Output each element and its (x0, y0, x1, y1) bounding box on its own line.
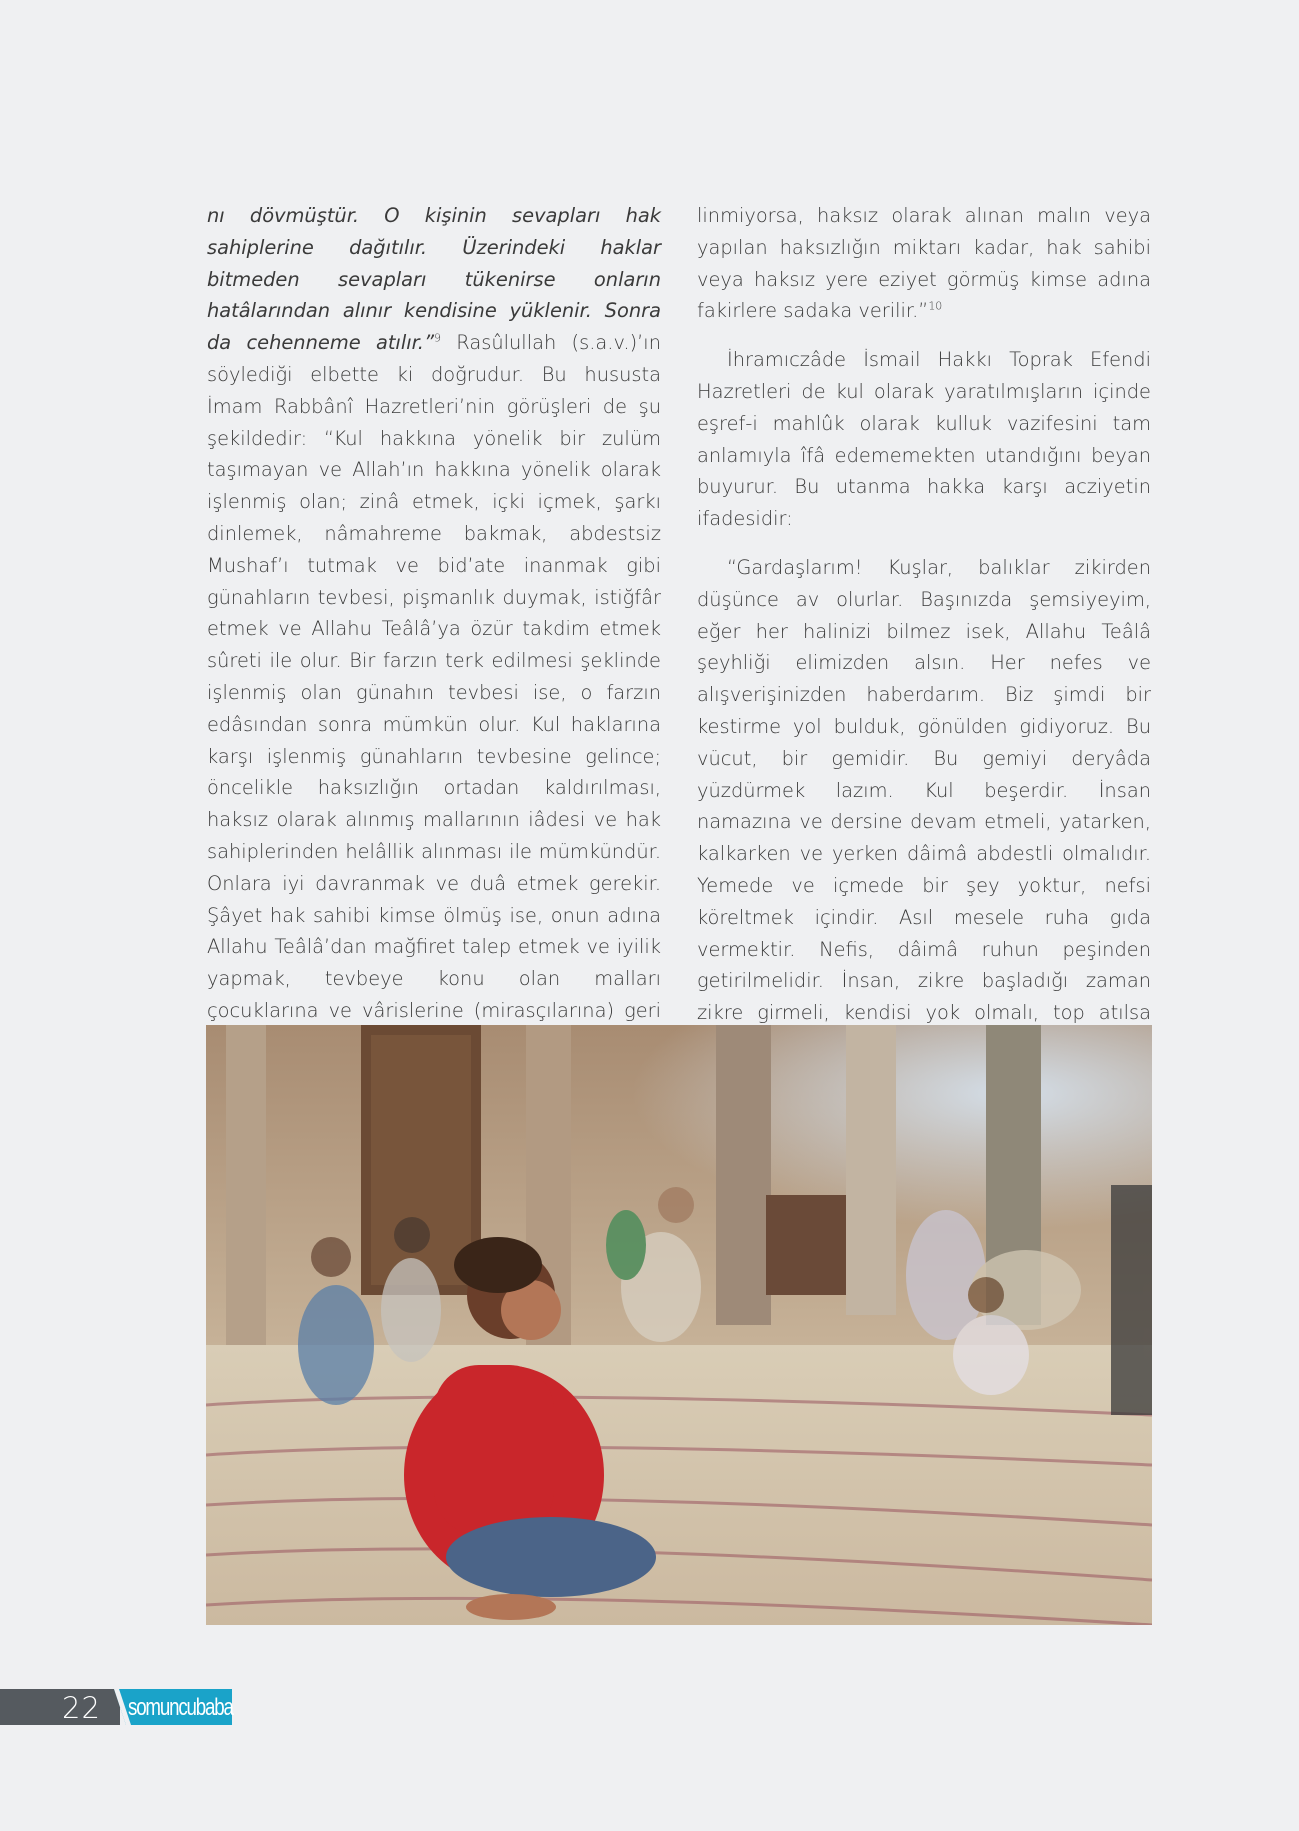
right-paragraph-2: İhramıczâde İsmail Hakkı Toprak Efendi Hazretleri de kul olarak yaratılmışların içinde eşref-i mahlûk olarak kulluk vazifesini tam anlamıyla îfâ edememekten utandığını beyan buyurur. Bu utanma hakka karşı acziyetin ifadesidir: (697, 348, 1151, 531)
footnote-ref-10: 10 (928, 299, 943, 313)
mosque-photo (206, 1025, 1152, 1625)
right-paragraph-1: linmiyorsa, haksız olarak alınan malın veya yapılan haksızlığın miktarı kadar, hak sahibi veya haksız yere eziyet görmüş kimse adına fakirlere sadaka verilir.”$^{10}$ (697, 204, 1151, 323)
page-number: 22 (62, 1691, 101, 1725)
left-text-column (207, 200, 661, 1076)
hadith-quote: nı dövmüştür. O kişinin sevapları hak sahiplerine dağıtılır. Üzerindeki haklar bitmeden sevapları tükenirse onların hatâlarından alınır kendisine yüklenir. Sonra da cehenneme atılır.” (207, 204, 661, 355)
left-paragraph-body: Rasûlullah (s.a.v.)’ın söylediği elbette ki doğrudur. Bu hususta İmam Rabbânî Hazretleri’nin görüşleri de şu şekildedir: “Kul hakkına yönelik bir zulüm taşımayan ve Allah’ın hakkına yönelik olarak işlenmiş olan; zinâ etmek, içki içmek, şarkı dinlemek, nâmahreme bakmak, abdestsiz Mushaf’ı tutmak ve bid’ate inanmak gibi günahların tevbesi, pişmanlık duymak, istiğfâr etmek ve Allahu Teâlâ’ya özür takdim etmek sûreti ile olur. Bir farzın terk edilmesi şeklinde işlenmiş olan günahın tevbesi ise, o farzın edâsından sonra mümkün olur. Kul haklarına karşı işlenmiş günahların tevbesine gelince; öncelikle haksızlığın ortadan kaldırılması, haksız olarak alınmış mallarının iâdesi ve hak sahiplerinden helâllik alınması ile mümkündür. Onlara iyi davranmak ve duâ etmek gerekir. Şâyet hak sahibi kimse ölmüş ise, onun adına Allahu Teâlâ’dan mağfiret talep etmek ve iyilik yapmak, tevbeye konu olan malları çocuklarına ve vârislerine (mirasçılarına) geri (207, 331, 661, 1022)
footer-page-bar (0, 1689, 120, 1725)
right-paragraph-3: “Gardaşlarım! Kuşlar, balıklar zikirden düşünce av olurlar. Başınızda şemsiyeyim, eğer her halinizi bilmez isek, Allahu Teâlâ şeyhliği elimizden alsın. Her nefes ve alışverişinizden haberdarım. Biz şimdi bir kestirme yol bulduk, gönülden gidiyoruz. Bu vücut, bir gemidir. Bu gemiyi deryâda yüzdürmek lazım. Kul beşerdir. İnsan namazına ve dersine devam etmeli, yatarken, kalkarken ve yerken dâimâ abdestli olmalıdır. Yemede ve içmede bir şey yoktur, nefsi köreltmek içindir. Asıl mesele ruha gıda vermektir. Nefis, dâimâ ruhun peşinden getirilmelidir. İnsan, zikre başladığı zaman zikre girmeli, kendisi yok olmalı, top atılsa (697, 555, 1151, 1025)
brand-logo-text: somuncubaba (128, 1694, 233, 1721)
left-paragraph-1 (207, 200, 661, 1059)
footnote-ref-9: 9 (434, 331, 441, 345)
right-text-column (697, 200, 1151, 1078)
